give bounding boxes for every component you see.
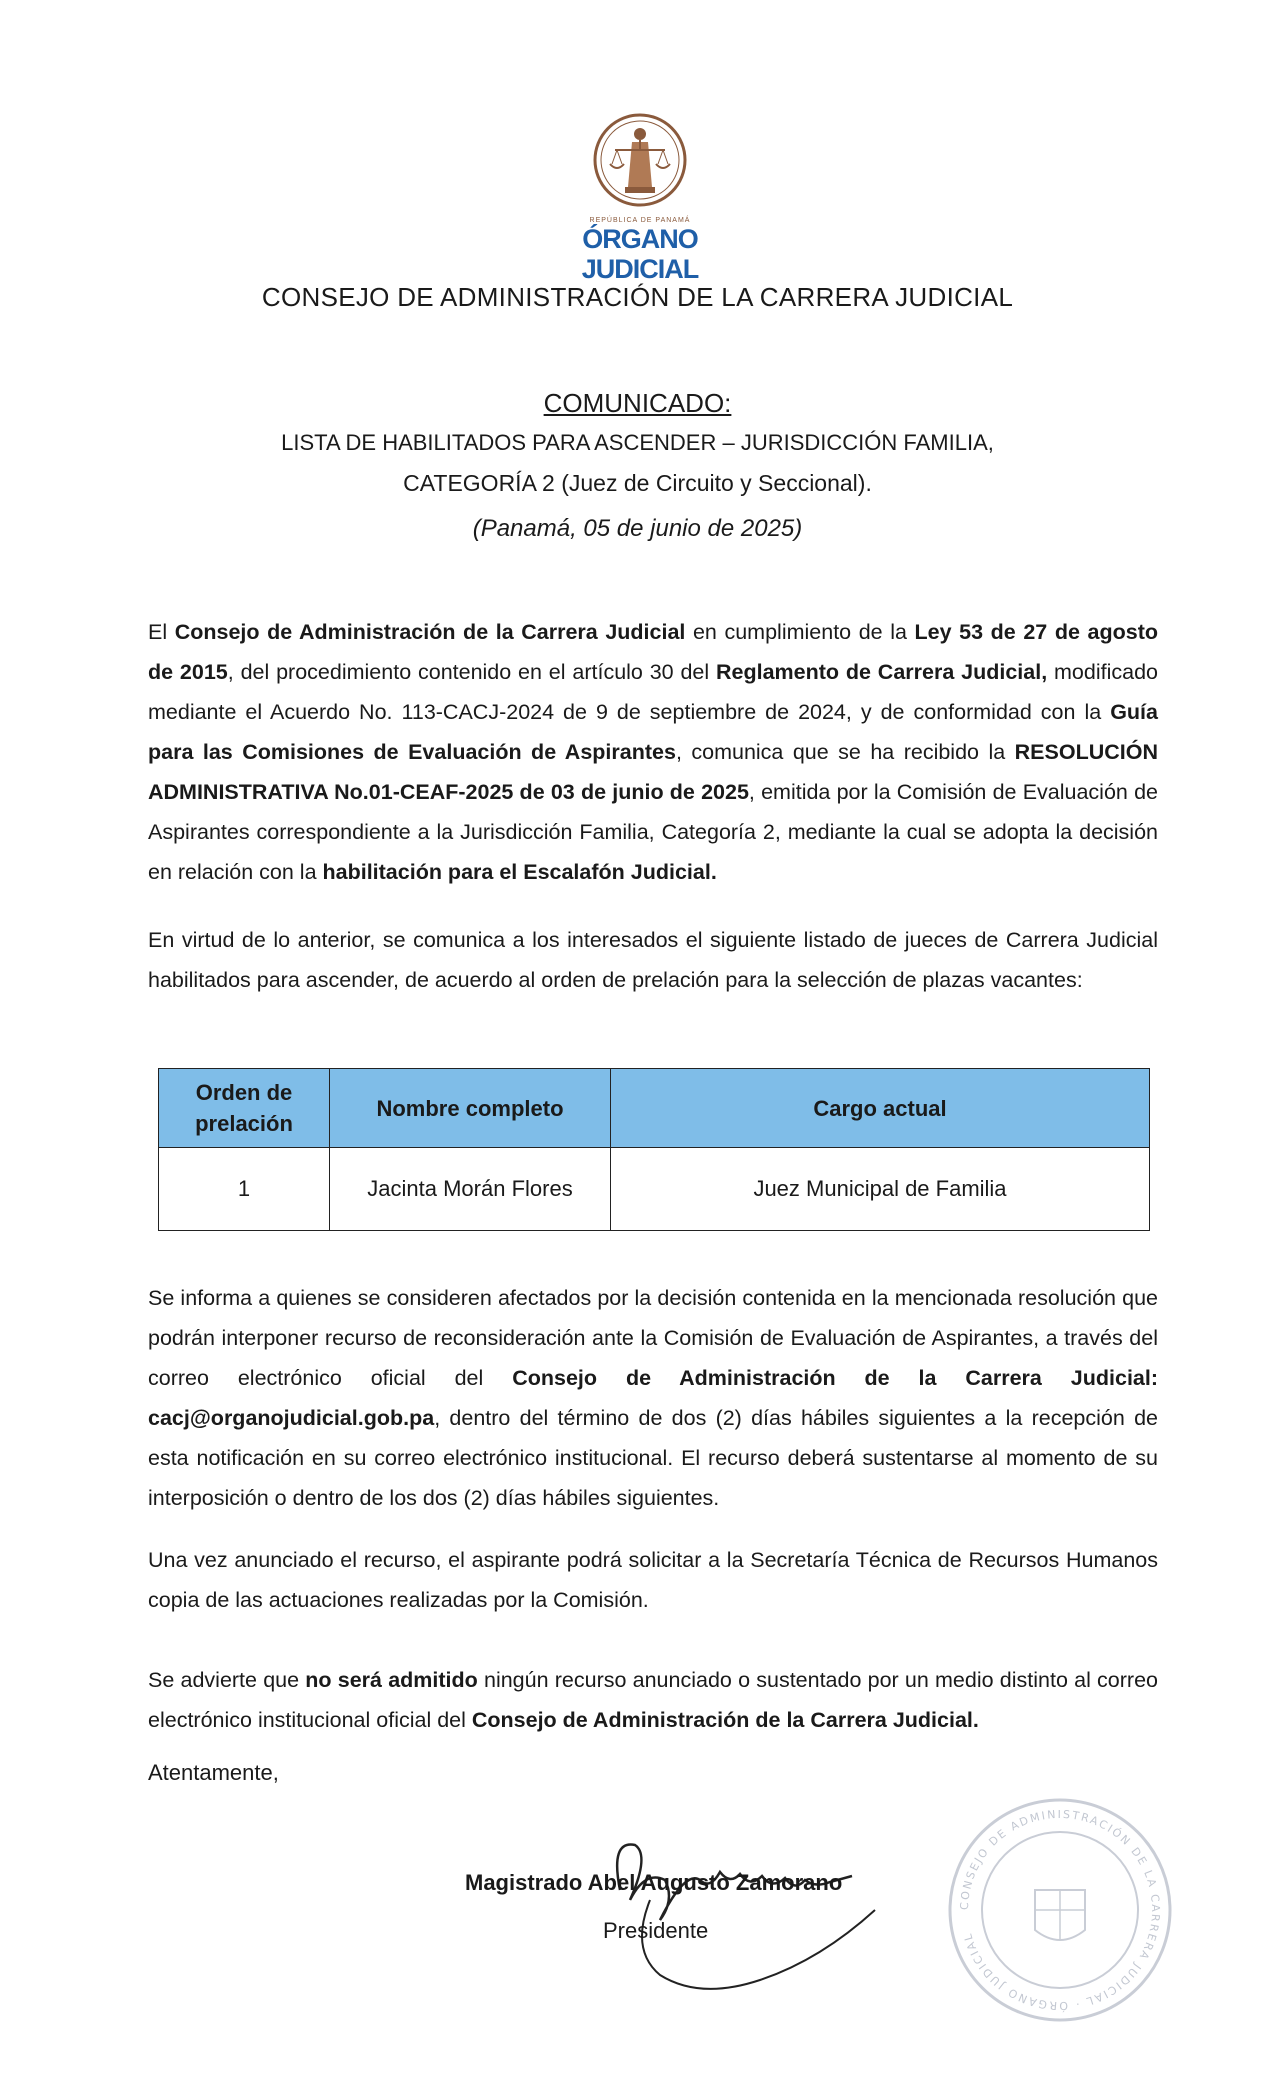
email-address: cacj@organojudicial.gob.pa — [148, 1406, 435, 1430]
header-order: Orden de prelación — [159, 1069, 330, 1148]
council-name: CONSEJO DE ADMINISTRACIÓN DE LA CARRERA JUDICIAL — [261, 282, 1014, 312]
cell-position: Juez Municipal de Familia — [611, 1148, 1150, 1231]
document-title: COMUNICADO: — [543, 388, 732, 418]
eligible-judges-table — [158, 1068, 1150, 1231]
paragraph-4: Una vez anunciado el recurso, el aspirante podrá solicitar a la Secretaría Técnica de Recursos Humanos copia de las actuaciones realizadas por la Comisión. — [148, 1548, 1158, 1612]
handwritten-signature — [590, 1810, 910, 2010]
organo-judicial-logo — [570, 112, 710, 284]
logo-line1: ÓRGANO — [582, 224, 698, 254]
paragraph-3: Se informa a quienes se consideren afectados por la decisión contenida en la mencionada resolución que podrán interponer recurso de reconsideración ante la Comisión de Evaluación de Aspirantes, a través del correo electrónico oficial del Consejo de Administración de la Carrera Judicial: cacj@organojudicial.gob.pa, dentro del término de dos (2) días hábiles siguientes a la recepción de esta notificación en su correo electrónico institucional. El recurso deberá sustentarse al momento de su interposición o dentro de los dos (2) días hábiles siguientes. — [148, 1286, 1159, 1510]
official-seal — [940, 1790, 1180, 2030]
paragraph-5: Se advierte que no será admitido ningún recurso anunciado o sustentado por un medio distinto al correo electrónico institucional oficial del Consejo de Administración de la Carrera Judicial. — [148, 1668, 1158, 1732]
paragraph-1: El Consejo de Administración de la Carrera Judicial en cumplimiento de la Ley 53 de 27 de agosto de 2015, del procedimiento contenido en el artículo 30 del Reglamento de Carrera Judicial, modificado mediante el Acuerdo No. 113-CACJ-2024 de 9 de septiembre de 2024, y de conformidad con la Guía para las Comisiones de Evaluación de Aspirantes, comunica que se ha recibido la RESOLUCIÓN ADMINISTRATIVA No.01-CEAF-2025 de 03 de junio de 2025, emitida por la Comisión de Evaluación de Aspirantes correspondiente a la Jurisdicción Familia, Categoría 2, mediante la cual se adopta la decisión en relación con la habilitación para el Escalafón Judicial. — [148, 620, 1158, 884]
closing-salutation: Atentamente, — [148, 1760, 279, 1785]
document-subtitle-2: CATEGORÍA 2 (Juez de Circuito y Seccional). — [403, 470, 872, 496]
cell-order: 1 — [159, 1148, 330, 1231]
logo-line2: JUDICIAL — [581, 254, 699, 284]
justice-emblem-icon — [570, 112, 710, 212]
table-header-row — [159, 1069, 1150, 1148]
header-name: Nombre completo — [330, 1069, 611, 1148]
svg-text:CONSEJO DE ADMINISTRACIÓN DE L: CONSEJO DE ADMINISTRACIÓN DE LA CARRERA JUDICIAL · ÓRGANO JUDICIAL — [957, 1807, 1163, 2013]
signer-role: Presidente — [603, 1918, 709, 1943]
signer-name: Magistrado Abel Augusto Zamorano — [465, 1870, 843, 1895]
cell-name: Jacinta Morán Flores — [330, 1148, 611, 1231]
document-date: (Panamá, 05 de junio de 2025) — [472, 515, 803, 542]
logo-republic-text: REPÚBLICA DE PANAMÁ — [589, 217, 691, 224]
document-subtitle-1: LISTA DE HABILITADOS PARA ASCENDER – JURISDICCIÓN FAMILIA, — [281, 430, 994, 455]
table-row — [159, 1148, 1150, 1231]
paragraph-2: En virtud de lo anterior, se comunica a los interesados el siguiente listado de jueces de Carrera Judicial habilitados para ascender, de acuerdo al orden de prelación para la selección de plazas vacantes: — [148, 928, 1158, 992]
header-position: Cargo actual — [611, 1069, 1150, 1148]
